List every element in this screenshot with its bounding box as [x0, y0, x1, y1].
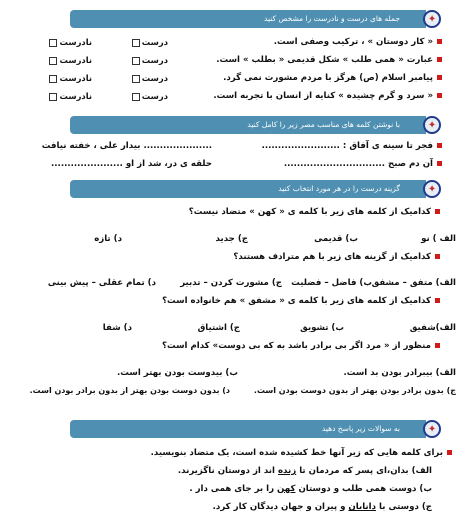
- mc-2-option-c[interactable]: ج) مشورت کردن – تدبیر: [180, 278, 282, 288]
- tf-item-4: « سرد و گرم چشیده » کنایه از انسان با تجربه است.: [213, 89, 442, 103]
- checkbox-icon[interactable]: [132, 75, 140, 83]
- bullet-icon: [437, 161, 442, 166]
- checkbox-icon[interactable]: [49, 39, 57, 47]
- mc-1-option-a[interactable]: الف ) نو: [421, 234, 456, 244]
- section-4-badge-icon: ✦: [423, 420, 441, 438]
- tf-item-4-correct-option[interactable]: درست: [132, 89, 168, 103]
- mc-1-option-d[interactable]: د) تازه: [94, 234, 122, 244]
- section-3-badge-icon: ✦: [423, 180, 441, 198]
- antonym-question: برای کلمه هایی که زیر آنها خط کشیده شده است، یک متضاد بنویسید.: [151, 446, 452, 460]
- mc-4-option-a[interactable]: الف) بیبرادر بودن بد است.: [343, 368, 456, 378]
- section-4-title: به سوالات زیر پاسخ دهید: [70, 420, 426, 438]
- mc-1-option-c[interactable]: ج) جدید: [215, 234, 248, 244]
- mc-question-3: کدامیک از کلمه های زیر با کلمه ی « مشفق » هم خانواده است؟: [162, 294, 440, 308]
- fill-line-2-right: آن دم صبح ...............................: [284, 157, 442, 171]
- fill-line-1-right: فجر تا سینه ی آفاق : ........................: [262, 139, 442, 153]
- mc-2-option-a[interactable]: الف) متفق – مشفق: [371, 278, 456, 288]
- fill-line-1-left: ..................... بیدار علی ، خفته نیافت: [41, 141, 212, 151]
- section-3-title: گزینه درست را در هر مورد انتخاب کنید: [70, 180, 426, 198]
- mc-2-option-d[interactable]: د) تمام عقلی – پیش بینی: [47, 278, 156, 288]
- section-2-badge-icon: ✦: [423, 116, 441, 134]
- tf-item-3: پیامبر اسلام (ص) هرگز با مردم مشورت نمی گرد.: [223, 71, 442, 85]
- bullet-icon: [435, 343, 440, 348]
- checkbox-icon[interactable]: [49, 93, 57, 101]
- bullet-icon: [437, 143, 442, 148]
- section-2-title: با نوشتن کلمه های مناسب مصر زیر را کامل کنید: [70, 116, 426, 134]
- bullet-icon: [437, 93, 442, 98]
- section-1-title: جمله های درست و نادرست را مشخص کنید: [70, 10, 426, 28]
- tf-item-1-wrong-option[interactable]: نادرست: [49, 35, 92, 49]
- mc-question-1: کدامیک از کلمه های زیر با کلمه ی « کهن » متضاد نیست؟: [189, 205, 440, 219]
- checkbox-icon[interactable]: [132, 57, 140, 65]
- checkbox-icon[interactable]: [132, 93, 140, 101]
- mc-1-option-b[interactable]: ب) قدیمی: [314, 234, 358, 244]
- antonym-line-a: الف) بدان،ای پسر که مردمان تا زنده اند از دوستان ناگزیرند.: [177, 466, 432, 476]
- tf-item-3-wrong-option[interactable]: نادرست: [49, 71, 92, 85]
- tf-item-4-wrong-option[interactable]: نادرست: [49, 89, 92, 103]
- tf-item-2-wrong-option[interactable]: نادرست: [49, 53, 92, 67]
- mc-4-option-b[interactable]: ب) بیدوست بودن بهتر است.: [117, 368, 238, 378]
- mc-question-2: کدامیک از گزینه های زیر با هم مترادف هستند؟: [233, 250, 440, 264]
- tf-item-2: عبارت « همی طلب » شکل قدیمی « بطلب » است.: [216, 53, 442, 67]
- mc-3-option-d[interactable]: د) شفا: [102, 323, 132, 333]
- antonym-line-c: ج) دوستی با دانایان و پیران و جهان دیدگان کار کرد.: [212, 502, 432, 512]
- bullet-icon: [435, 209, 440, 214]
- bullet-icon: [437, 39, 442, 44]
- mc-4-option-d[interactable]: د) بدون دوست بودن بهتر از بدون برادر بودن است.: [29, 386, 230, 395]
- tf-item-3-correct-option[interactable]: درست: [132, 71, 168, 85]
- section-1-badge-icon: ✦: [423, 10, 441, 28]
- mc-4-option-c[interactable]: ج) بدون برادر بودن بهتر از بدون دوست بودن است.: [253, 386, 456, 395]
- mc-2-option-b[interactable]: ب) فاضل – فضلیت: [291, 278, 372, 288]
- mc-3-option-b[interactable]: ب) تشویق: [300, 323, 344, 333]
- antonym-line-b: ب) دوست همی طلب و دوستان کهن را بر جای همی دار .: [189, 484, 432, 494]
- fill-line-2-left: حلقه ی در، شد از او ......................: [51, 159, 212, 169]
- tf-item-1: « کار دوستان » ، ترکیب وصفی است.: [274, 35, 442, 49]
- bullet-icon: [435, 254, 440, 259]
- bullet-icon: [437, 75, 442, 80]
- bullet-icon: [435, 298, 440, 303]
- checkbox-icon[interactable]: [132, 39, 140, 47]
- bullet-icon: [447, 450, 452, 455]
- checkbox-icon[interactable]: [49, 57, 57, 65]
- tf-item-2-correct-option[interactable]: درست: [132, 53, 168, 67]
- tf-item-1-correct-option[interactable]: درست: [132, 35, 168, 49]
- mc-question-4: منظور از « مرد اگر بی برادر باشد به که بی دوست» کدام است؟: [162, 339, 440, 353]
- mc-3-option-a[interactable]: الف)شفیق: [409, 323, 456, 333]
- checkbox-icon[interactable]: [49, 75, 57, 83]
- bullet-icon: [437, 57, 442, 62]
- mc-3-option-c[interactable]: ج) اشتیاق: [197, 323, 240, 333]
